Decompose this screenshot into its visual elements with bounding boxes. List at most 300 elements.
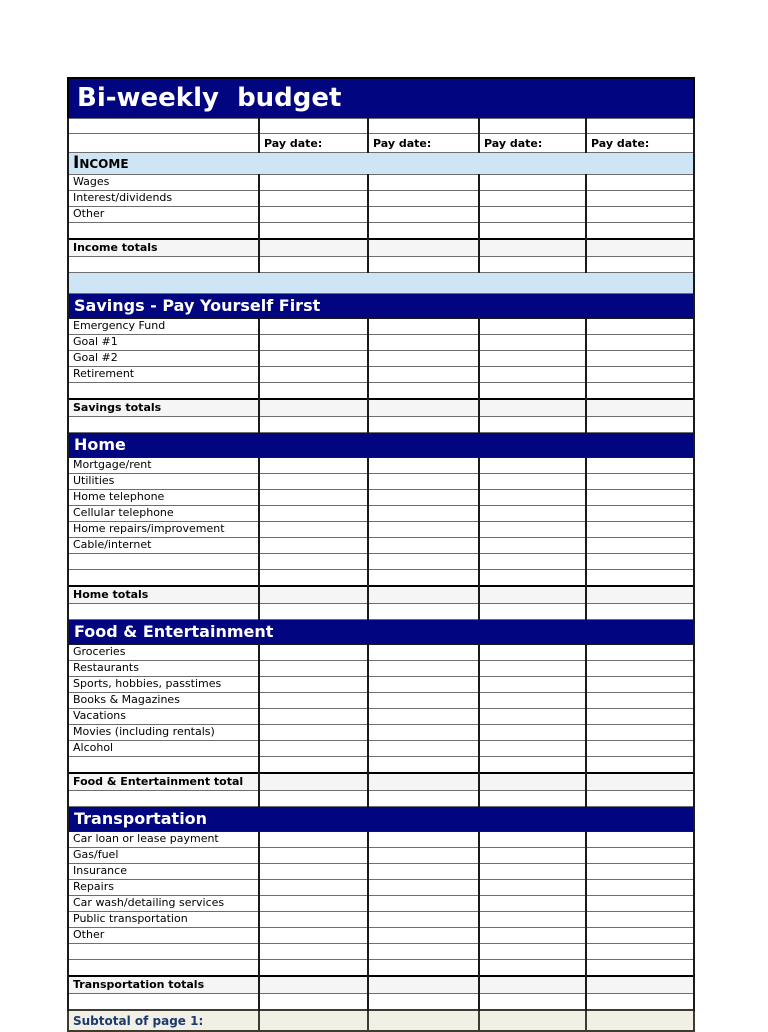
value-cell[interactable] — [368, 709, 479, 725]
value-cell[interactable] — [479, 474, 586, 490]
value-cell[interactable] — [368, 661, 479, 677]
row-label: Home repairs/improvement — [68, 522, 259, 538]
value-cell[interactable] — [368, 604, 479, 620]
value-cell[interactable] — [259, 741, 368, 757]
value-cell[interactable] — [259, 757, 368, 774]
section-header-savings-pay-yourself-first: Savings - Pay Yourself First — [68, 294, 694, 319]
item-row — [68, 912, 694, 928]
item-row — [68, 458, 694, 474]
value-cell[interactable] — [586, 223, 694, 240]
value-cell[interactable] — [479, 554, 586, 570]
total-row-label: Food & Entertainment total — [68, 773, 259, 791]
value-cell[interactable] — [479, 239, 586, 257]
value-cell[interactable] — [479, 677, 586, 693]
blank-row — [68, 119, 694, 134]
row-label: Goal #2 — [68, 351, 259, 367]
section-header-row — [68, 153, 694, 175]
blank-row — [68, 383, 694, 400]
value-cell[interactable] — [259, 417, 368, 433]
blank-row — [68, 604, 694, 620]
row-label — [68, 757, 259, 774]
total-row-label: Home totals — [68, 586, 259, 604]
row-label: Groceries — [68, 645, 259, 661]
total-row-label: Savings totals — [68, 399, 259, 417]
total-row — [68, 239, 694, 257]
item-row — [68, 506, 694, 522]
value-cell[interactable] — [586, 191, 694, 207]
value-cell[interactable] — [479, 848, 586, 864]
item-row — [68, 645, 694, 661]
row-label: Insurance — [68, 864, 259, 880]
item-row — [68, 725, 694, 741]
value-cell[interactable] — [586, 522, 694, 538]
value-cell[interactable] — [259, 586, 368, 604]
blank-row — [68, 223, 694, 240]
value-cell[interactable] — [259, 506, 368, 522]
value-cell[interactable] — [368, 773, 479, 791]
value-cell[interactable] — [368, 522, 479, 538]
value-cell[interactable] — [586, 319, 694, 335]
section-header-home: Home — [68, 433, 694, 458]
item-row — [68, 896, 694, 912]
value-cell[interactable] — [259, 645, 368, 661]
value-cell[interactable] — [368, 506, 479, 522]
value-cell[interactable] — [586, 912, 694, 928]
value-cell[interactable] — [259, 383, 368, 400]
value-cell[interactable] — [479, 119, 586, 134]
value-cell[interactable] — [586, 399, 694, 417]
value-cell[interactable] — [586, 880, 694, 896]
value-cell[interactable] — [479, 944, 586, 960]
value-cell[interactable] — [259, 474, 368, 490]
row-label: Utilities — [68, 474, 259, 490]
value-cell[interactable] — [368, 399, 479, 417]
item-row — [68, 319, 694, 335]
value-cell[interactable] — [368, 207, 479, 223]
row-label: Public transportation — [68, 912, 259, 928]
value-cell[interactable] — [479, 791, 586, 807]
value-cell[interactable] — [479, 880, 586, 896]
value-cell[interactable] — [368, 960, 479, 977]
value-cell[interactable] — [479, 976, 586, 994]
row-label: Wages — [68, 175, 259, 191]
value-cell[interactable] — [259, 207, 368, 223]
blank-row — [68, 791, 694, 807]
value-cell[interactable] — [368, 791, 479, 807]
total-row-label: Income totals — [68, 239, 259, 257]
subtotal-row — [68, 1010, 694, 1031]
value-cell[interactable] — [368, 223, 479, 240]
item-row — [68, 522, 694, 538]
total-row — [68, 399, 694, 417]
item-row — [68, 351, 694, 367]
value-cell[interactable] — [368, 944, 479, 960]
value-cell[interactable] — [586, 506, 694, 522]
value-cell[interactable] — [586, 661, 694, 677]
value-cell[interactable] — [479, 586, 586, 604]
value-cell[interactable] — [368, 319, 479, 335]
value-cell[interactable] — [479, 319, 586, 335]
value-cell[interactable] — [259, 661, 368, 677]
row-label: Restaurants — [68, 661, 259, 677]
value-cell[interactable] — [259, 191, 368, 207]
item-row — [68, 538, 694, 554]
item-row — [68, 693, 694, 709]
blank-row — [68, 960, 694, 977]
value-cell[interactable] — [259, 257, 368, 273]
value-cell[interactable] — [368, 474, 479, 490]
value-cell[interactable] — [479, 832, 586, 848]
value-cell[interactable] — [479, 960, 586, 977]
value-cell[interactable] — [586, 994, 694, 1011]
value-cell[interactable] — [259, 848, 368, 864]
row-label: Goal #1 — [68, 335, 259, 351]
value-cell[interactable] — [586, 458, 694, 474]
value-cell[interactable] — [479, 604, 586, 620]
value-cell[interactable] — [479, 709, 586, 725]
row-label: Other — [68, 207, 259, 223]
value-cell[interactable] — [586, 367, 694, 383]
section-header-row — [68, 620, 694, 645]
value-cell[interactable] — [259, 319, 368, 335]
row-label: Retirement — [68, 367, 259, 383]
row-label: Gas/fuel — [68, 848, 259, 864]
value-cell[interactable] — [479, 538, 586, 554]
value-cell[interactable] — [586, 864, 694, 880]
value-cell[interactable] — [586, 693, 694, 709]
pay-date-row — [68, 134, 694, 153]
item-row — [68, 864, 694, 880]
value-cell[interactable] — [259, 912, 368, 928]
value-cell[interactable] — [368, 741, 479, 757]
value-cell[interactable] — [479, 458, 586, 474]
row-label — [68, 994, 259, 1011]
value-cell[interactable] — [479, 191, 586, 207]
sections-body — [68, 153, 694, 1011]
head-rows — [68, 78, 694, 153]
item-row — [68, 848, 694, 864]
value-cell[interactable] — [259, 994, 368, 1011]
value-cell[interactable] — [259, 896, 368, 912]
value-cell[interactable] — [259, 399, 368, 417]
value-cell[interactable] — [479, 506, 586, 522]
value-cell[interactable] — [586, 538, 694, 554]
value-cell[interactable] — [368, 239, 479, 257]
value-cell[interactable] — [259, 832, 368, 848]
value-cell[interactable] — [259, 864, 368, 880]
value-cell[interactable] — [368, 1010, 479, 1031]
value-cell[interactable] — [259, 522, 368, 538]
value-cell[interactable] — [368, 570, 479, 587]
value-cell[interactable] — [368, 693, 479, 709]
value-cell[interactable] — [586, 570, 694, 587]
value-cell[interactable] — [368, 725, 479, 741]
item-row — [68, 490, 694, 506]
item-row — [68, 741, 694, 757]
row-label: Sports, hobbies, passtimes — [68, 677, 259, 693]
blank-row — [68, 757, 694, 774]
value-cell[interactable] — [479, 757, 586, 774]
row-label: Cable/internet — [68, 538, 259, 554]
value-cell[interactable] — [368, 912, 479, 928]
total-row-label: Transportation totals — [68, 976, 259, 994]
row-label — [68, 960, 259, 977]
value-cell[interactable] — [586, 725, 694, 741]
value-cell[interactable] — [259, 709, 368, 725]
total-row — [68, 773, 694, 791]
subtotal-label: Subtotal of page 1: — [68, 1010, 259, 1031]
value-cell[interactable] — [368, 645, 479, 661]
value-cell[interactable] — [368, 383, 479, 400]
value-cell[interactable] — [586, 586, 694, 604]
item-row — [68, 474, 694, 490]
value-cell[interactable] — [368, 896, 479, 912]
value-cell[interactable] — [479, 928, 586, 944]
row-label — [68, 554, 259, 570]
value-cell[interactable] — [368, 677, 479, 693]
budget-sheet — [67, 77, 693, 1032]
row-label — [68, 134, 259, 153]
value-cell[interactable] — [368, 554, 479, 570]
row-label: Emergency Fund — [68, 319, 259, 335]
blank-row — [68, 417, 694, 433]
value-cell[interactable] — [368, 586, 479, 604]
value-cell[interactable] — [368, 367, 479, 383]
value-cell[interactable] — [586, 554, 694, 570]
value-cell[interactable] — [479, 175, 586, 191]
value-cell[interactable] — [586, 791, 694, 807]
value-cell[interactable] — [259, 175, 368, 191]
value-cell[interactable] — [479, 522, 586, 538]
value-cell[interactable] — [259, 880, 368, 896]
value-cell[interactable] — [586, 944, 694, 960]
value-cell[interactable] — [586, 474, 694, 490]
section-header-row — [68, 294, 694, 319]
value-cell[interactable] — [259, 239, 368, 257]
pay-date-header: Pay date: — [368, 134, 479, 153]
value-cell[interactable] — [586, 757, 694, 774]
row-label — [68, 944, 259, 960]
value-cell[interactable] — [479, 693, 586, 709]
row-label: Interest/dividends — [68, 191, 259, 207]
value-cell[interactable] — [479, 645, 586, 661]
value-cell[interactable] — [368, 848, 479, 864]
section-spacer-row — [68, 273, 694, 294]
row-label: Vacations — [68, 709, 259, 725]
value-cell[interactable] — [259, 1010, 368, 1031]
value-cell[interactable] — [479, 773, 586, 791]
value-cell[interactable] — [586, 383, 694, 400]
value-cell[interactable] — [586, 175, 694, 191]
value-cell[interactable] — [586, 207, 694, 223]
value-cell[interactable] — [479, 741, 586, 757]
row-label — [68, 791, 259, 807]
row-label: Cellular telephone — [68, 506, 259, 522]
blank-row — [68, 994, 694, 1011]
value-cell[interactable] — [259, 928, 368, 944]
item-row — [68, 832, 694, 848]
item-row — [68, 367, 694, 383]
row-label — [68, 119, 259, 134]
value-cell[interactable] — [259, 677, 368, 693]
row-label: Alcohol — [68, 741, 259, 757]
row-label: Mortgage/rent — [68, 458, 259, 474]
value-cell[interactable] — [586, 928, 694, 944]
row-label — [68, 604, 259, 620]
value-cell[interactable] — [586, 604, 694, 620]
value-cell[interactable] — [368, 832, 479, 848]
budget-table — [67, 77, 695, 1032]
row-label: Car loan or lease payment — [68, 832, 259, 848]
value-cell[interactable] — [368, 175, 479, 191]
value-cell[interactable] — [259, 693, 368, 709]
value-cell[interactable] — [586, 741, 694, 757]
value-cell[interactable] — [586, 239, 694, 257]
row-label: Home telephone — [68, 490, 259, 506]
value-cell[interactable] — [368, 864, 479, 880]
total-row — [68, 976, 694, 994]
value-cell[interactable] — [259, 773, 368, 791]
row-label — [68, 223, 259, 240]
value-cell[interactable] — [368, 417, 479, 433]
foot-rows — [68, 1010, 694, 1031]
section-header-income: Income — [68, 153, 694, 175]
value-cell[interactable] — [259, 976, 368, 994]
row-label: Car wash/detailing services — [68, 896, 259, 912]
value-cell[interactable] — [259, 538, 368, 554]
value-cell[interactable] — [259, 223, 368, 240]
item-row — [68, 335, 694, 351]
value-cell[interactable] — [368, 351, 479, 367]
value-cell[interactable] — [259, 119, 368, 134]
page-title: Bi-weekly budget — [68, 78, 694, 119]
value-cell[interactable] — [586, 773, 694, 791]
value-cell[interactable] — [479, 912, 586, 928]
value-cell[interactable] — [368, 994, 479, 1011]
value-cell[interactable] — [479, 257, 586, 273]
value-cell[interactable] — [586, 490, 694, 506]
section-header-row — [68, 433, 694, 458]
value-cell[interactable] — [368, 119, 479, 134]
value-cell[interactable] — [259, 570, 368, 587]
value-cell[interactable] — [259, 554, 368, 570]
value-cell[interactable] — [259, 458, 368, 474]
value-cell[interactable] — [586, 677, 694, 693]
value-cell[interactable] — [479, 896, 586, 912]
blank-row — [68, 554, 694, 570]
item-row — [68, 928, 694, 944]
row-label — [68, 257, 259, 273]
item-row — [68, 880, 694, 896]
value-cell[interactable] — [479, 335, 586, 351]
value-cell[interactable] — [586, 960, 694, 977]
value-cell[interactable] — [586, 709, 694, 725]
row-label — [68, 417, 259, 433]
item-row — [68, 709, 694, 725]
value-cell[interactable] — [586, 1010, 694, 1031]
title-row — [68, 78, 694, 119]
pay-date-header: Pay date: — [479, 134, 586, 153]
value-cell[interactable] — [368, 490, 479, 506]
value-cell[interactable] — [368, 976, 479, 994]
item-row — [68, 175, 694, 191]
section-header-row — [68, 807, 694, 832]
item-row — [68, 207, 694, 223]
value-cell[interactable] — [479, 661, 586, 677]
value-cell[interactable] — [368, 257, 479, 273]
value-cell[interactable] — [259, 725, 368, 741]
value-cell[interactable] — [586, 351, 694, 367]
value-cell[interactable] — [586, 417, 694, 433]
section-header-transportation: Transportation — [68, 807, 694, 832]
value-cell[interactable] — [479, 207, 586, 223]
value-cell[interactable] — [479, 223, 586, 240]
value-cell[interactable] — [586, 119, 694, 134]
value-cell[interactable] — [479, 351, 586, 367]
value-cell[interactable] — [479, 399, 586, 417]
item-row — [68, 677, 694, 693]
spacer-cell — [68, 273, 694, 294]
blank-row — [68, 570, 694, 587]
value-cell[interactable] — [479, 864, 586, 880]
value-cell[interactable] — [586, 976, 694, 994]
value-cell[interactable] — [259, 335, 368, 351]
value-cell[interactable] — [479, 1010, 586, 1031]
value-cell[interactable] — [368, 335, 479, 351]
row-label: Movies (including rentals) — [68, 725, 259, 741]
value-cell[interactable] — [479, 994, 586, 1011]
value-cell[interactable] — [259, 490, 368, 506]
value-cell[interactable] — [259, 604, 368, 620]
total-row — [68, 586, 694, 604]
value-cell[interactable] — [586, 257, 694, 273]
value-cell[interactable] — [368, 538, 479, 554]
blank-row — [68, 944, 694, 960]
item-row — [68, 191, 694, 207]
item-row — [68, 661, 694, 677]
value-cell[interactable] — [368, 458, 479, 474]
value-cell[interactable] — [586, 645, 694, 661]
pay-date-header: Pay date: — [586, 134, 694, 153]
value-cell[interactable] — [586, 335, 694, 351]
value-cell[interactable] — [479, 490, 586, 506]
value-cell[interactable] — [368, 928, 479, 944]
section-header-food-entertainment: Food & Entertainment — [68, 620, 694, 645]
value-cell[interactable] — [368, 191, 479, 207]
value-cell[interactable] — [479, 367, 586, 383]
pay-date-header: Pay date: — [259, 134, 368, 153]
value-cell[interactable] — [479, 570, 586, 587]
value-cell[interactable] — [586, 848, 694, 864]
value-cell[interactable] — [259, 367, 368, 383]
value-cell[interactable] — [479, 725, 586, 741]
value-cell[interactable] — [259, 960, 368, 977]
value-cell[interactable] — [479, 383, 586, 400]
value-cell[interactable] — [368, 757, 479, 774]
row-label — [68, 383, 259, 400]
value-cell[interactable] — [259, 351, 368, 367]
row-label: Books & Magazines — [68, 693, 259, 709]
blank-row — [68, 257, 694, 273]
row-label: Other — [68, 928, 259, 944]
value-cell[interactable] — [368, 880, 479, 896]
value-cell[interactable] — [259, 944, 368, 960]
value-cell[interactable] — [586, 832, 694, 848]
value-cell[interactable] — [479, 417, 586, 433]
row-label: Repairs — [68, 880, 259, 896]
value-cell[interactable] — [586, 896, 694, 912]
value-cell[interactable] — [259, 791, 368, 807]
